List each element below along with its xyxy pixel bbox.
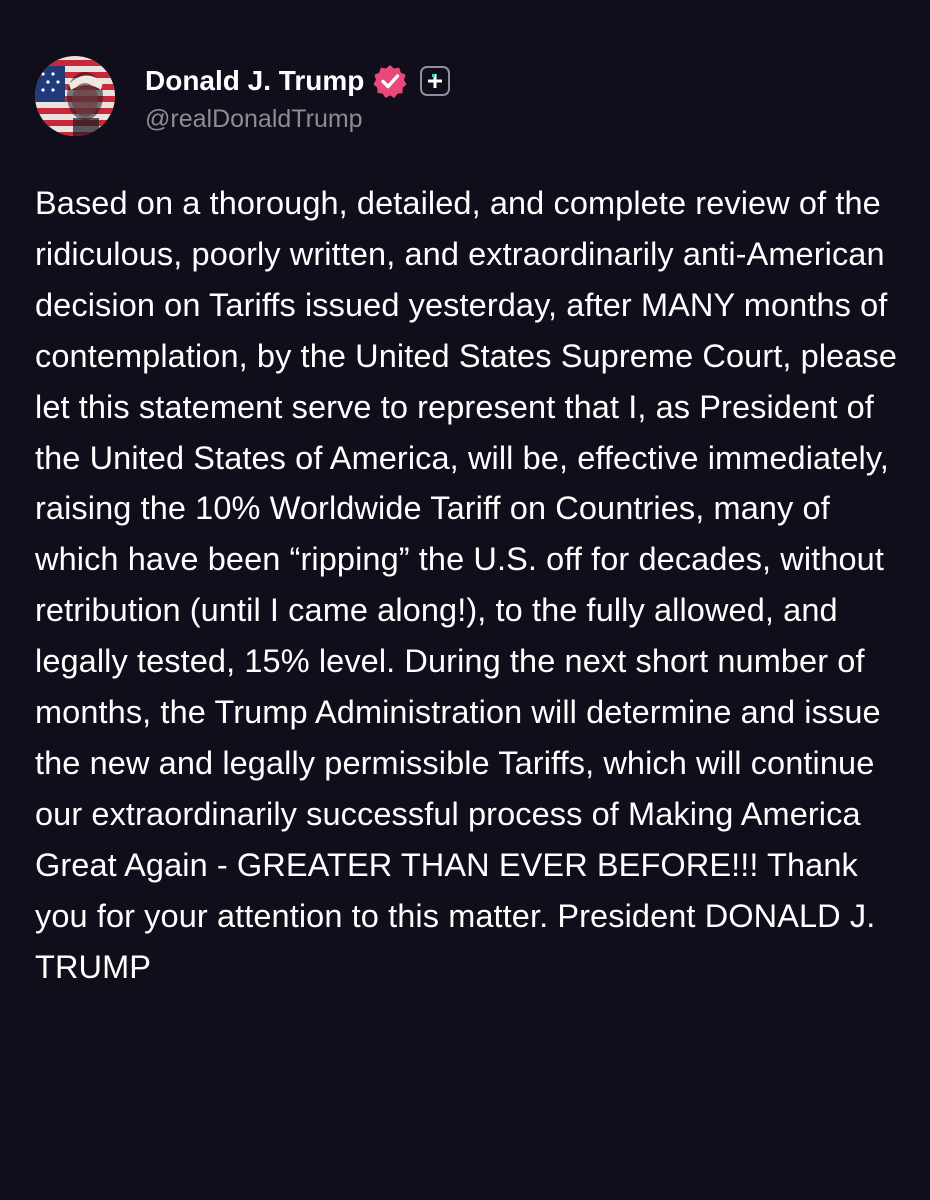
post-header [35, 56, 450, 136]
verified-badge-icon [372, 63, 408, 99]
author-handle[interactable]: @realDonaldTrump [145, 104, 363, 133]
name-row [145, 59, 450, 103]
plus-badge-icon[interactable] [420, 66, 450, 96]
post-body-text: Based on a thorough, detailed, and complete review of the ridiculous, poorly written, and extraordinarily anti-American decision on Tariffs issued yesterday, after MANY months of contemplation, by the United States Supreme Court, please let this statement serve to represent that I, as President of the United States of America, will be, effective immediately, raising the 10% Worldwide Tariff on Countries, many of which have been “ripping” the U.S. off for decades, without retribution (until I came along!), to the fully allowed, and legally tested, 15% level. During the next short number of months, the Trump Administration will determine and issue the new and legally permissible Tariffs, which will continue our extraordinarily successful process of Making America Great Again - GREATER THAN EVER BEFORE!!! Thank you for your attention to this matter. President DONALD J. TRUMP [35, 185, 898, 985]
avatar[interactable] [35, 56, 115, 136]
author-display-name[interactable]: Donald J. Trump [145, 64, 365, 96]
author-identity [145, 59, 450, 134]
flag-portrait-avatar-icon [35, 56, 115, 136]
